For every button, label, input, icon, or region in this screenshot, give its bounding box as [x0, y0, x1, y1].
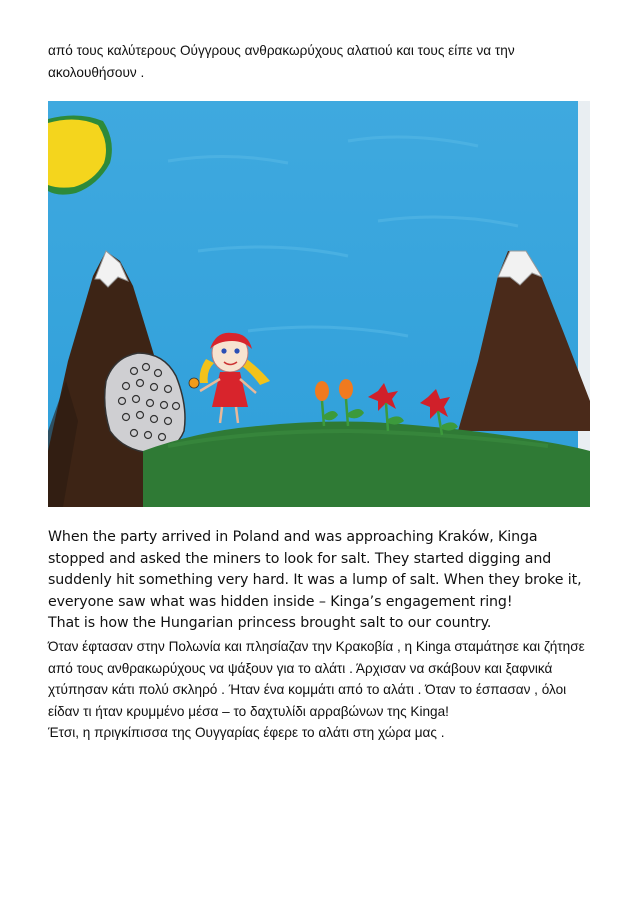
english-text-block [48, 527, 596, 635]
intro-text: από τους καλύτερους Ούγγρους ανθρακωρύχους αλατιού και τους είπε να την ακολουθήσουν . [48, 43, 515, 80]
greek-text-block [48, 636, 596, 744]
greek-closing: Έτσι, η πριγκίπισσα της Ουγγαρίας έφερε το αλάτι στη χώρα μας . [48, 725, 445, 740]
child-drawing [48, 101, 590, 507]
greek-paragraph: Όταν έφτασαν στην Πολωνία και πλησίαζαν την Κρακοβία , η Kinga σταμάτησε και ζήτησε από τους ανθρακωρύχους να ψάξουν για το αλάτι . Άρχισαν να σκάβουν και ξαφνικά χτύπησαν κάτι πολύ σκληρό . Ήταν ένα κομμάτι από το αλάτι . Όταν το έσπασαν , όλοι είδαν τι ήταν κρυμμένο μέσα – το δαχτυλίδι αρραβώνων της Kinga! [48, 639, 585, 719]
english-closing: That is how the Hungarian princess brought salt to our country. [48, 615, 492, 631]
english-paragraph: When the party arrived in Poland and was approaching Kraków, Kinga stopped and asked the miners to look for salt. They started digging and suddenly hit something very hard. It was a lump of salt. When they broke it, everyone saw what was hidden inside – Kinga’s engagement ring! [48, 529, 582, 610]
